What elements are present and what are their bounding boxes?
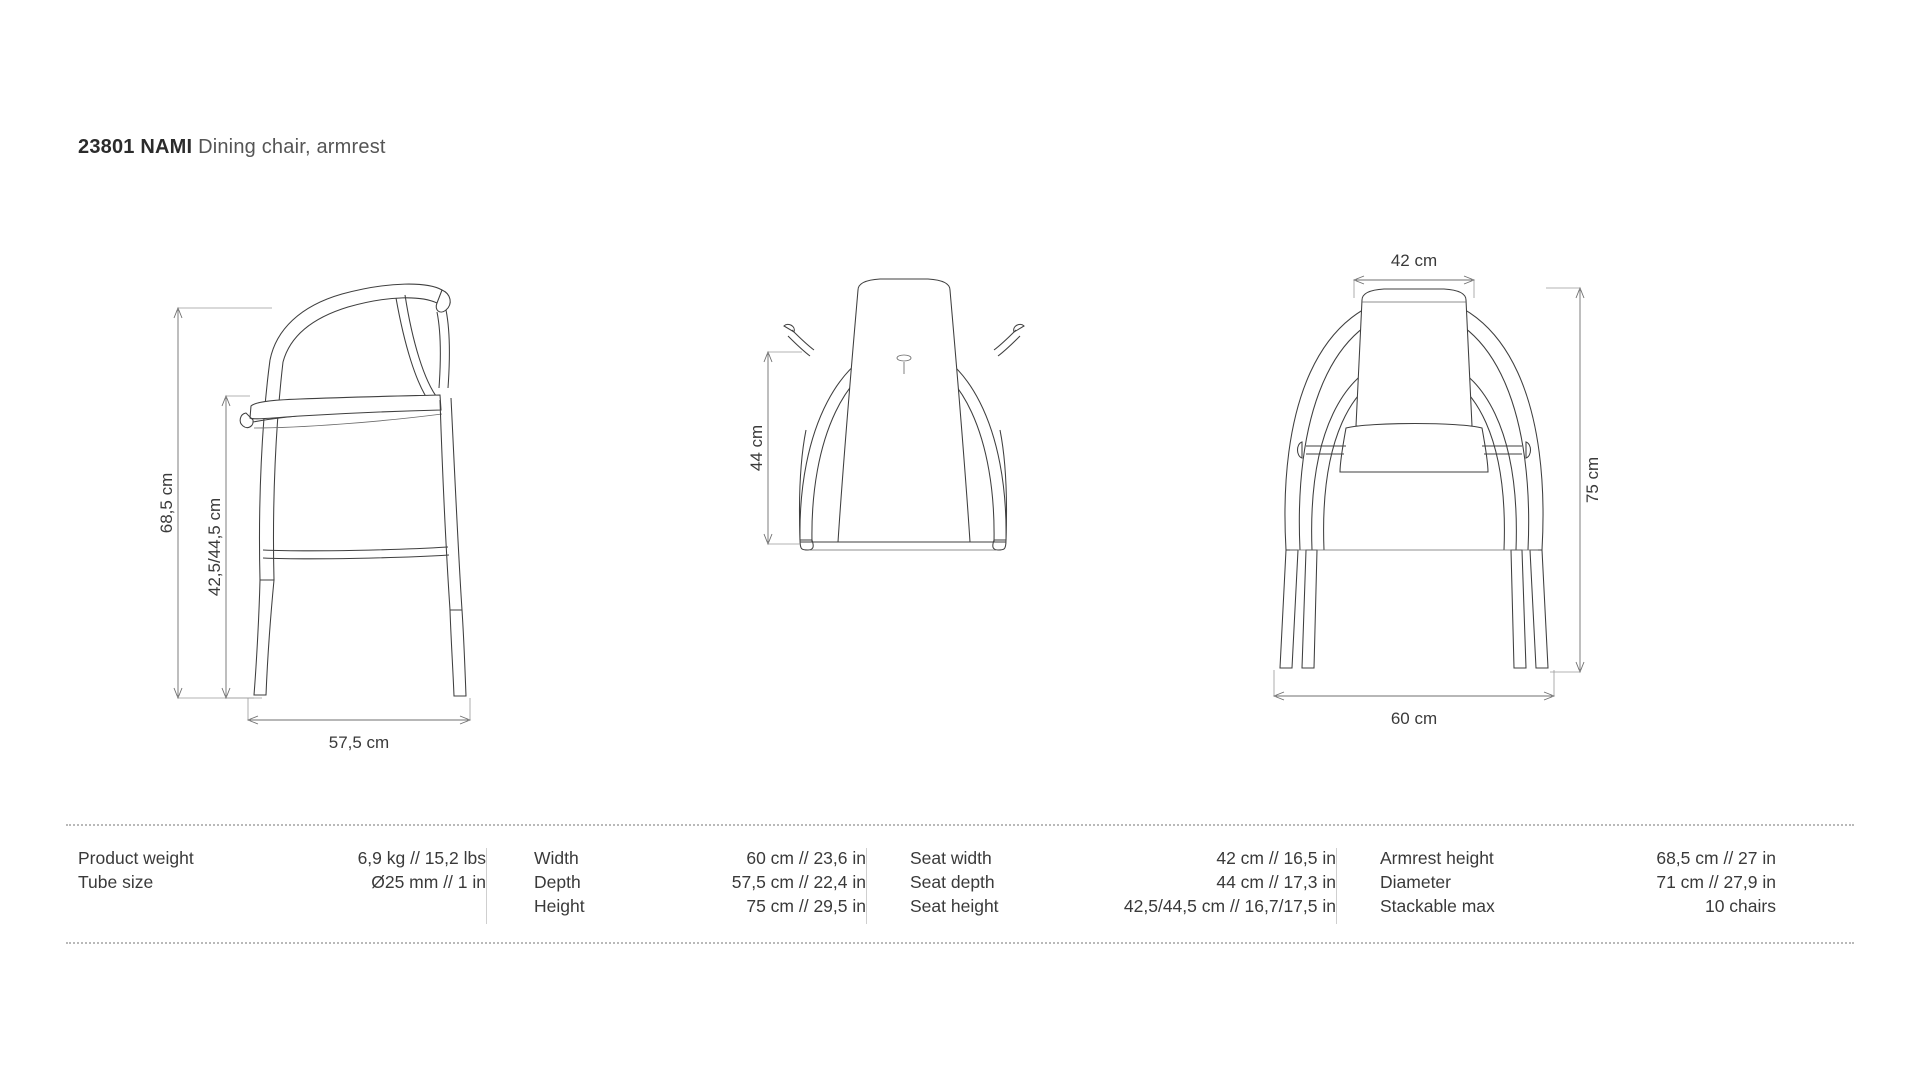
- spec-label: Seat width: [910, 848, 992, 868]
- table-row: [534, 870, 866, 894]
- spec-value: 6,9 kg // 15,2 lbs: [357, 848, 486, 868]
- dim-label-height: 75 cm: [1583, 456, 1602, 504]
- spec-group-seat-dimensions: [866, 846, 1336, 918]
- table-row: [534, 894, 866, 918]
- technical-drawings: [0, 250, 1920, 770]
- spec-label: Depth: [534, 872, 581, 892]
- spec-label: Width: [534, 848, 579, 868]
- spec-value: 60 cm // 23,6 in: [746, 848, 866, 868]
- spec-value: 10 chairs: [1704, 896, 1776, 916]
- table-row: [1380, 846, 1776, 870]
- spec-group-overall-dimensions: [486, 846, 866, 918]
- product-name: NAMI: [140, 136, 193, 158]
- spec-value: 71 cm // 27,9 in: [1656, 872, 1776, 892]
- spec-label: Seat depth: [910, 872, 995, 892]
- product-code: 23801: [78, 136, 135, 158]
- table-row: [1380, 870, 1776, 894]
- table-row: [910, 870, 1336, 894]
- spec-label: Diameter: [1380, 872, 1451, 892]
- page-title: [78, 136, 386, 159]
- table-row: [78, 870, 486, 894]
- column-divider: [866, 848, 867, 924]
- divider-top: [66, 824, 1854, 826]
- spec-value: 57,5 cm // 22,4 in: [731, 872, 866, 892]
- table-row: [534, 846, 866, 870]
- spec-label: Height: [534, 896, 585, 916]
- dim-front-seat-depth: [747, 352, 802, 544]
- dim-label-width: 60 cm: [1390, 709, 1438, 728]
- table-row: [1380, 894, 1776, 918]
- spec-value: 68,5 cm // 27 in: [1656, 848, 1776, 868]
- dim-label-seat-height: 42,5/44,5 cm: [205, 497, 224, 597]
- spec-value: 42 cm // 16,5 in: [1216, 848, 1336, 868]
- drawing-front-view: [740, 250, 1080, 770]
- dim-label-total-height: 68,5 cm: [157, 472, 176, 534]
- spec-group-weight-and-tube: [66, 846, 486, 894]
- spec-label: Stackable max: [1380, 896, 1495, 916]
- divider-bottom: [66, 942, 1854, 944]
- spec-value: 42,5/44,5 cm // 16,7/17,5 in: [1123, 896, 1336, 916]
- spec-group-armrest-and-stacking: [1336, 846, 1776, 918]
- drawing-side-view: [150, 250, 570, 770]
- dim-label-seat-width: 42 cm: [1390, 251, 1438, 270]
- front-view-chair-outline: [784, 279, 1024, 550]
- table-row: [910, 846, 1336, 870]
- dim-label-depth: 57,5 cm: [328, 733, 390, 752]
- spec-label: Product weight: [78, 848, 194, 868]
- product-description: Dining chair, armrest: [198, 136, 386, 158]
- drawing-back-view: [1250, 250, 1670, 770]
- column-divider: [1336, 848, 1337, 924]
- spec-value: Ø25 mm // 1 in: [371, 872, 486, 892]
- spec-label: Tube size: [78, 872, 154, 892]
- back-view-chair-outline: [1280, 289, 1548, 668]
- dim-side-seat-height: [205, 396, 254, 698]
- table-row: [910, 894, 1336, 918]
- spec-label: Armrest height: [1380, 848, 1494, 868]
- specifications-table: [66, 824, 1854, 944]
- spec-label: Seat height: [910, 896, 999, 916]
- column-divider: [486, 848, 487, 924]
- table-row: [78, 846, 486, 870]
- dim-back-width: [1274, 670, 1554, 728]
- spec-value: 44 cm // 17,3 in: [1216, 872, 1336, 892]
- dim-back-height: [1546, 288, 1602, 672]
- dim-side-depth: [248, 698, 470, 752]
- spec-value: 75 cm // 29,5 in: [746, 896, 866, 916]
- dim-label-seat-depth: 44 cm: [747, 424, 766, 472]
- side-view-chair-outline: [240, 284, 466, 696]
